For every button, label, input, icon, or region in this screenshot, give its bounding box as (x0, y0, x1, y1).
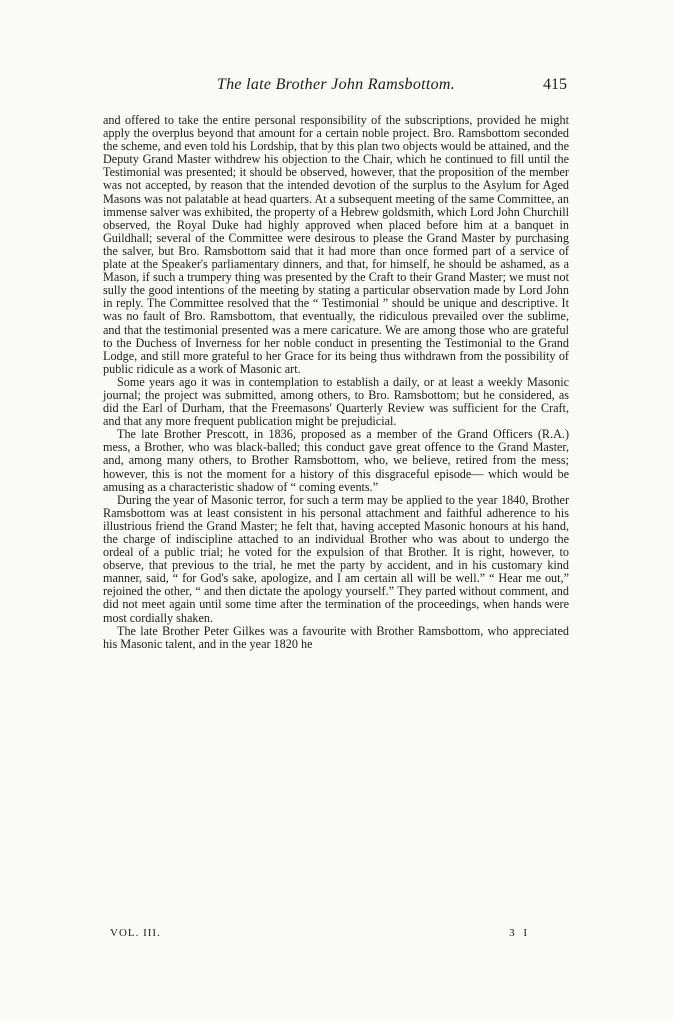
page-footer (110, 927, 530, 941)
page-number: 415 (543, 76, 567, 93)
paragraph: The late Brother Peter Gilkes was a favourite with Brother Ramsbottom, who appreciated his Masonic talent, and in the year 1820 he (103, 623, 569, 651)
paragraph: During the year of Masonic terror, for such a term may be applied to the year 1840, Brother Ramsbottom was at least consistent in his personal attachment and faithful adherence to his illustrious friend the Grand Master; he felt that, having accepted Masonic honours at his hand, the charge of indiscipline attached to an individual Brother who was about to undergo the ordeal of a public trial; he voted for the expulsion of that Brother. It is right, however, to observe, that previous to the trial, he met the party by accident, and in his customary kind manner, said, “ for God's sake, apologize, and I am certain all will be well.” “ Hear me out,” rejoined the other, “ and then dictate the apology yourself.” They parted without comment, and did not meet again until some time after the termination of the proceedings, when hands were most cordially shaken. (103, 492, 569, 625)
running-title: The late Brother John Ramsbottom. (216, 76, 456, 93)
volume-label: VOL. III. (110, 927, 161, 939)
signature-mark: 3 I (509, 927, 530, 939)
page-header (105, 76, 567, 98)
paragraph: Some years ago it was in contemplation to establish a daily, or at least a weekly Masonic journal; the project was submitted, among others, to Bro. Ramsbottom; but he considered, as did the Earl of Durham, that the Freemasons' Quarterly Review was sufficient for the Craft, and that any more frequent publication might be prejudicial. (103, 374, 569, 429)
body-text (103, 114, 569, 651)
paragraph: The late Brother Prescott, in 1836, proposed as a member of the Grand Officers (R.A.) mess, a Brother, who was black-balled; this conduct gave great offence to the Grand Master, and, among many others, to Brother Ramsbottom, who, we believe, retired from the mess; however, this is not the moment for a history of this disgraceful episode— which would be amusing as a characteristic shadow of “ coming events.” (103, 427, 569, 494)
paragraph: and offered to take the entire personal responsibility of the subscriptions, provided he might apply the overplus beyond that amount for a certain noble project. Bro. Ramsbottom seconded the scheme, and even told his Lordship, that by this plan two objects would be attained, and the Deputy Grand Master withdrew his objection to the Chair, which he continued to fill until the Testimonial was presented; it should be observed, however, that the proposition of the member was not accepted, by reason that the intended devotion of the surplus to the Asylum for Aged Masons was not palatable at head quarters. At a subsequent meeting of the same Committee, an immense salver was exhibited, the property of a Hebrew goldsmith, which Lord John Churchill observed, the Royal Duke had highly approved when placed before him at a banquet in Guildhall; several of the Committee were desirous to please the Grand Master by purchasing the salver, but Bro. Ramsbottom said that it had more than once formed part of a service of plate at the Speaker's parliamentary dinners, and that, for himself, he should be ashamed, as a Mason, if such a trumpery thing was presented by the Craft to their Grand Master; we must not sully the good intentions of the meeting by stating a particular observation made by Lord John in reply. The Committee resolved that the “ Testimonial ” should be unique and descriptive. It was no fault of Bro. Ramsbottom, that eventually, the ridiculous prevailed over the sublime, and that the testimonial presented was a mere caricature. We are among those who are grateful to the Duchess of Inverness for her noble conduct in presenting the Testimonial to the Grand Lodge, and still more grateful to her Grace for its being thus withdrawn from the possibility of public ridicule as a work of Masonic art. (103, 113, 569, 376)
